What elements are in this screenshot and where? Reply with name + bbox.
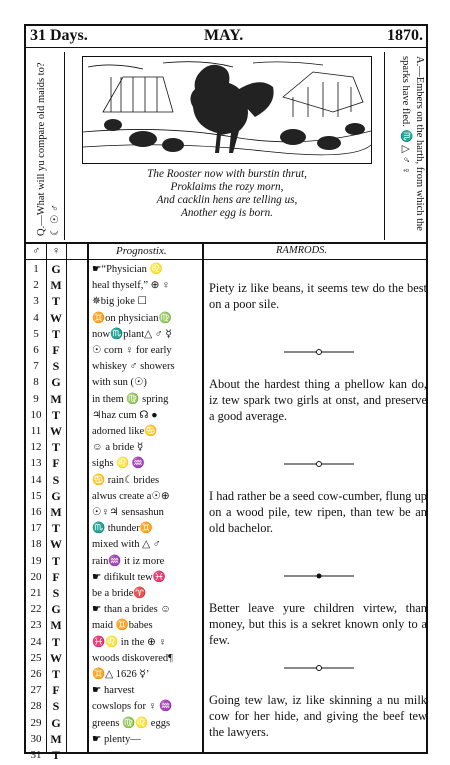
day-number: 8 [33,376,39,389]
prognostix-line: cowslops for ♀ ♒ [92,701,173,713]
day-row [26,651,88,667]
day-letter: T [51,326,60,341]
day-letter: G [51,375,61,390]
day-number: 22 [30,603,42,616]
ornament-divider [284,664,354,672]
column-headers [26,244,426,260]
day-letter: T [51,553,60,568]
prognostix-line: ✵big joke ☐ [92,296,147,308]
day-row [26,635,88,651]
day-number: 4 [33,311,39,324]
answer-block [388,56,426,236]
day-row [26,392,88,408]
prognostix-line: ☉ corn ♀ for early [92,345,172,356]
day-letter: S [52,359,60,374]
prognostix-line: ♏ thunder♊ [92,523,153,535]
prognostix-line: ♃haz cum ☊ ● [92,409,158,421]
day-letter: S [52,586,60,600]
day-row [26,440,88,456]
day-letter: M [50,618,62,633]
day-number: 24 [30,635,42,648]
answer-text: A.—Embers on the harth, from which the sparks have fled. ♏ △ ♂ ♀ [400,56,425,231]
prognostix-line: woods diskovered¶ [92,652,173,664]
day-letter: W [50,537,62,552]
day-number: 29 [30,716,42,729]
prognostix-line: maid ♊babes [92,620,153,632]
day-number: 3 [33,295,39,308]
day-letter: W [50,424,62,438]
day-letter: S [52,472,60,487]
day-row [26,473,88,489]
day-row [26,262,88,278]
day-letter: T [51,440,60,455]
prognostix-line: alwus create a☉⊕ [92,490,170,502]
day-letter: M [50,505,62,519]
prognostix-line: ☉♀♃ sensashun [92,507,164,518]
day-number: 21 [30,587,42,599]
day-number: 10 [30,408,42,421]
day-row [26,586,88,602]
ornament-divider [284,572,354,580]
day-letter: F [52,683,60,698]
day-number: 27 [30,684,42,697]
day-row [26,278,88,294]
prognostix-line: ☛ difikult tew♓ [92,571,166,583]
day-row [26,294,88,310]
left-divider [64,52,65,240]
day-letter: W [50,310,62,325]
day-number: 30 [30,732,42,745]
prognostix-line: ♓♌ in the ⊕ ♀ [92,636,167,648]
day-letter: F [52,569,60,584]
day-row [26,343,88,359]
month-title: MAY. [204,27,244,44]
day-letter: T [51,634,60,649]
day-row [26,424,88,440]
ornament-divider [284,460,354,468]
page-header [26,26,426,48]
prognostix-line: ☛ plenty— [92,733,141,745]
day-row [26,456,88,472]
day-letter: T [51,294,60,309]
day-row [26,732,88,748]
prognostix-line: ☺ a bride ☿ [92,442,144,454]
prognostix-line: in them ♍ spring [92,393,169,405]
day-number: 28 [30,700,42,713]
calendar-table [26,244,427,762]
prognostix-line: with sun (☉) [92,377,147,389]
prognostix-line: heal thyself,” ⊕ ♀ [92,280,170,292]
verse-line-4: Another egg is born. [181,207,273,219]
day-number: 31 [30,749,42,761]
day-letter: T [51,521,60,536]
verse-line-2: Proklaims the rozy morn, [170,181,284,193]
year: 1870. [387,27,423,44]
day-number: 11 [30,425,42,437]
day-letter: T [51,667,60,681]
day-letter: T [51,748,60,762]
day-letter: M [50,278,62,293]
day-row [26,683,88,699]
day-row [26,521,88,537]
day-number: 23 [30,619,42,632]
prognostix-line: greens ♍♌ eggs [92,717,171,729]
day-number: 15 [30,489,42,502]
day-letter: G [51,602,61,617]
day-number: 25 [30,651,42,664]
day-letter: G [51,488,61,503]
rooster-illustration [83,57,371,163]
ramrod-1: Piety iz like beans, it seems tew do the best on a poor sile. [209,281,427,311]
day-row [26,554,88,570]
day-letter: F [52,343,60,357]
right-divider [384,52,385,240]
col-prognostix: Prognostix. [116,245,167,257]
ramrod-4: Better leave yure children virtew, than money, but this is a sekret known only to a few. [209,601,427,647]
prognostix-line: rain♒ it iz more [92,555,165,567]
day-number: 17 [30,522,42,535]
rooster-engraving [82,56,372,164]
day-number: 5 [33,327,39,340]
verse [74,168,380,220]
day-letter: T [51,407,60,422]
prognostix-line: sighs ♌ ♒ [92,458,145,470]
prognostix-line: ☛ than a brides ☺ [92,604,172,616]
day-row [26,408,88,424]
day-row [26,505,88,521]
day-number: 16 [30,506,42,518]
prognostix-line: mixed with △ ♂ [92,539,161,551]
ornament-divider [284,348,354,356]
ramrod-2: About the hardest thing a phellow kan do, iz tew spark two girls at onst, and preserve a good average. [209,377,427,423]
day-row [26,327,88,343]
top-band [26,48,426,244]
day-number: 18 [30,538,42,551]
day-number: 6 [33,344,39,356]
almanac-page [24,24,428,762]
day-number: 12 [30,441,42,454]
day-letter: F [52,456,60,471]
verse-line-1: The Rooster now with burstin thrut, [147,168,307,180]
prognostix-line: ♊on physician♍ [92,312,172,324]
day-number: 7 [33,360,39,373]
day-letter: M [50,391,62,406]
day-number: 1 [33,263,39,275]
day-letter: G [51,262,61,276]
prognostix-line: be a bride♈ [92,588,147,599]
day-number: 19 [30,554,42,567]
day-row [26,537,88,553]
col-symbol-mars: ♂ [32,245,41,257]
prognostix-line: whiskey ♂ showers [92,361,175,373]
day-number: 13 [30,457,42,470]
day-letter: M [50,731,62,746]
day-number: 20 [30,570,42,583]
day-row [26,359,88,375]
col-symbol-venus: ♀ [52,245,61,257]
day-row [26,375,88,391]
day-number: 2 [33,279,39,292]
days-count: 31 Days. [30,27,88,44]
day-row [26,311,88,327]
question-block [29,56,67,236]
day-number: 26 [30,668,42,680]
col-ramrods: RAMRODS. [276,245,328,256]
day-letter: S [52,699,60,714]
ramrod-3: I had rather be a seed cow-cumber, flung up on a wood pile, tew ripen, than tew be an old bachelor. [209,489,427,535]
prognostix-line [92,748,204,764]
verse-line-3: And cacklin hens are telling us, [156,194,298,206]
day-row [26,699,88,715]
day-row [26,570,88,586]
day-row [26,618,88,634]
day-row [26,602,88,618]
day-number: 14 [30,473,42,486]
prognostix-line: adorned like♋ [92,426,158,437]
day-number: 9 [33,392,39,405]
question-text: Q.—What will yu compare old maids to? ☾ ☉ ♂ [36,62,61,236]
prognostix-line: now♏plant△ ♂ ☿ [92,328,172,340]
ramrod-5: Going tew law, iz like skinning a nu milk cow for her hide, and giving the beef tew the lawyers. [209,693,427,739]
prognostix-line: ☛“Physician ♌ [92,264,163,275]
day-row [26,489,88,505]
day-row [26,667,88,683]
day-letter: W [50,650,62,665]
prognostix-line: ☛ harvest [92,685,135,697]
day-letter: G [51,715,61,730]
day-row [26,716,88,732]
prognostix-line: ♊△ 1626 ☿’ [92,669,150,680]
day-row [26,748,88,764]
prognostix-line: ♋ rain☾brides [92,474,160,486]
